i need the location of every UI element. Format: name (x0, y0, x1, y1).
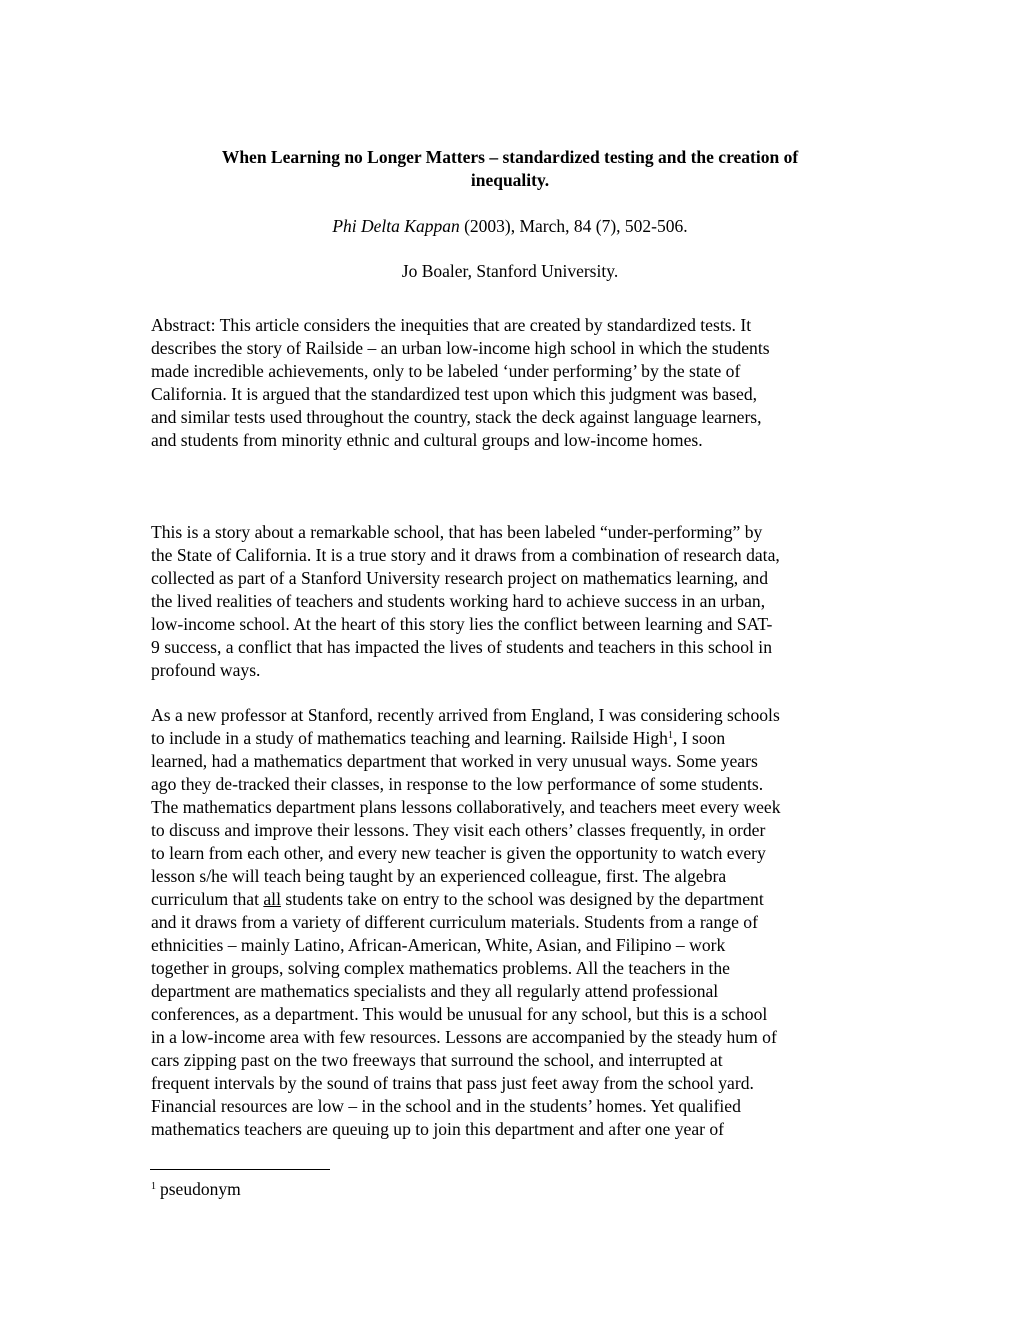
footnote (151, 1178, 241, 1201)
paragraph-line: The mathematics department plans lessons collaboratively, and teachers meet every week (151, 797, 781, 817)
paragraph-line: collected as part of a Stanford University research project on mathematics learning, and (151, 568, 769, 588)
footnote-text: pseudonym (160, 1179, 241, 1199)
paragraph-line (151, 727, 781, 750)
line-text: to include in a study of mathematics teaching and learning. Railside High (151, 728, 668, 748)
paragraph-line: This is a story about a remarkable school, that has been labeled “under-performing” by (151, 522, 763, 542)
paragraph-line: lesson s/he will teach being taught by an experienced colleague, first. The algebra (151, 866, 727, 886)
abstract-line: Abstract: This article considers the inequities that are created by standardized tests. It (151, 315, 752, 335)
footnote-reference[interactable]: 1 (667, 730, 673, 741)
paragraph-line: learned, had a mathematics department that worked in very unusual ways. Some years (151, 751, 758, 771)
paragraph-line: to learn from each other, and every new teacher is given the opportunity to watch every (151, 843, 766, 863)
body-paragraph-2 (151, 704, 781, 1141)
paragraph-line: ethnicities – mainly Latino, African-American, White, Asian, and Filipino – work (151, 935, 726, 955)
paragraph-line: 9 success, a conflict that has impacted the lives of students and teachers in this school in (151, 637, 772, 657)
abstract-line: California. It is argued that the standardized test upon which this judgment was based, (151, 384, 758, 404)
abstract (151, 314, 770, 452)
abstract-line: and similar tests used throughout the country, stack the deck against language learners, (151, 407, 762, 427)
abstract-line: made incredible achievements, only to be labeled ‘under performing’ by the state of (151, 361, 741, 381)
author-line: Jo Boaler, Stanford University. (401, 261, 619, 281)
title-line: inequality. (470, 170, 550, 190)
citation (150, 215, 870, 238)
emphasized-word: all (263, 889, 281, 909)
paragraph-line (151, 888, 781, 911)
abstract-line: and students from minority ethnic and cultural groups and low-income homes. (151, 430, 703, 450)
paragraph-line: the State of California. It is a true story and it draws from a combination of research data, (151, 545, 780, 565)
paragraph-line: Financial resources are low – in the school and in the students’ homes. Yet qualified (151, 1096, 741, 1116)
title-line: When Learning no Longer Matters – standardized testing and the creation of (221, 147, 799, 167)
body-paragraph-1 (151, 521, 780, 682)
paragraph-line: to discuss and improve their lessons. They visit each others’ classes frequently, in order (151, 820, 766, 840)
paragraph-line: mathematics teachers are queuing up to join this department and after one year of (151, 1119, 725, 1139)
paragraph-line: in a low-income area with few resources. Lessons are accompanied by the steady hum of (151, 1027, 777, 1047)
paragraph-line: conferences, as a department. This would be unusual for any school, but this is a school (151, 1004, 768, 1024)
citation-details: (2003), March, 84 (7), 502-506. (459, 216, 688, 236)
footnote-marker: 1 (151, 1181, 156, 1192)
paragraph-line: together in groups, solving complex mathematics problems. All the teachers in the (151, 958, 730, 978)
paragraph-line: and it draws from a variety of different curriculum materials. Students from a range of (151, 912, 758, 932)
paragraph-line: the lived realities of teachers and students working hard to achieve success in an urban, (151, 591, 766, 611)
paragraph-line: low-income school. At the heart of this story lies the conflict between learning and SAT- (151, 614, 773, 634)
paragraph-line: frequent intervals by the sound of trains that pass just feet away from the school yard. (151, 1073, 754, 1093)
paragraph-line: cars zipping past on the two freeways that surround the school, and interrupted at (151, 1050, 723, 1070)
paragraph-line: department are mathematics specialists and they all regularly attend professional (151, 981, 719, 1001)
line-text: curriculum that (151, 889, 264, 909)
paragraph-line: profound ways. (151, 660, 261, 680)
line-text: , I soon (672, 728, 726, 748)
paragraph-line: ago they de-tracked their classes, in response to the low performance of some students. (151, 774, 764, 794)
line-text: students take on entry to the school was designed by the department (280, 889, 764, 909)
paragraph-line: As a new professor at Stanford, recently arrived from England, I was considering schools (151, 705, 780, 725)
journal-name: Phi Delta Kappan (332, 216, 460, 236)
footnote-separator (150, 1169, 330, 1170)
article-title (150, 146, 870, 192)
abstract-line: describes the story of Railside – an urban low-income high school in which the students (151, 338, 770, 358)
